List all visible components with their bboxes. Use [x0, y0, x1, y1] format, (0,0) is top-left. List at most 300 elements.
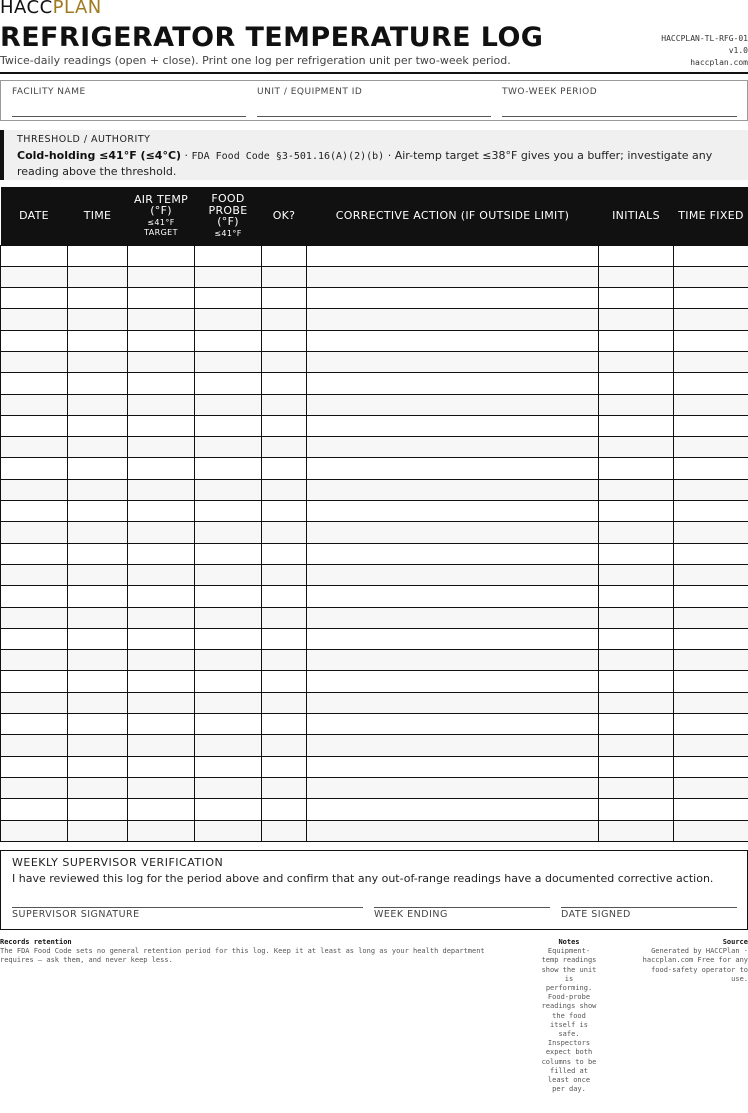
- footer-retention: [0, 938, 510, 966]
- table-row: [1, 777, 748, 798]
- table-row: [1, 373, 748, 394]
- cell-corrective-action[interactable]: [307, 628, 599, 649]
- cell-time[interactable]: [68, 543, 128, 564]
- col-header-time-label: TIME: [83, 209, 112, 222]
- source-text: Generated by HACCPlan · haccplan.com Free for any food-safety operator to use.: [642, 947, 748, 983]
- table-row: [1, 564, 748, 585]
- notes-title: Notes: [558, 938, 580, 946]
- cell-initials[interactable]: [599, 330, 674, 351]
- cell-ok[interactable]: [262, 820, 307, 841]
- source-title: Source: [722, 938, 748, 946]
- table-row: [1, 394, 748, 415]
- table-row: [1, 479, 748, 500]
- cell-time-fixed[interactable]: [674, 266, 748, 287]
- threshold-note: Air-temp target ≤38°F gives you a buffer; investigate any reading above the threshold.: [17, 149, 713, 178]
- retention-title: Records retention: [0, 938, 72, 946]
- cell-corrective-action[interactable]: [307, 330, 599, 351]
- cell-time[interactable]: [68, 586, 128, 607]
- cell-time[interactable]: [68, 501, 128, 522]
- cell-time-fixed[interactable]: [674, 543, 748, 564]
- cell-time-fixed[interactable]: [674, 522, 748, 543]
- facility-name-field[interactable]: [12, 81, 246, 120]
- cell-air-temp[interactable]: [128, 714, 195, 735]
- cell-initials[interactable]: [599, 671, 674, 692]
- cell-air-temp[interactable]: [128, 437, 195, 458]
- table-row: [1, 543, 748, 564]
- cell-ok[interactable]: [262, 288, 307, 309]
- cell-date[interactable]: [1, 586, 68, 607]
- cell-food-probe[interactable]: [195, 330, 262, 351]
- cell-air-temp[interactable]: [128, 522, 195, 543]
- cell-time[interactable]: [68, 437, 128, 458]
- cell-initials[interactable]: [599, 820, 674, 841]
- cell-date[interactable]: [1, 671, 68, 692]
- cell-corrective-action[interactable]: [307, 820, 599, 841]
- cell-time-fixed[interactable]: [674, 415, 748, 436]
- cell-ok[interactable]: [262, 756, 307, 777]
- cell-ok[interactable]: [262, 692, 307, 713]
- cell-date[interactable]: [1, 437, 68, 458]
- cell-corrective-action[interactable]: [307, 373, 599, 394]
- cell-date[interactable]: [1, 415, 68, 436]
- cell-time[interactable]: [68, 714, 128, 735]
- cell-date[interactable]: [1, 735, 68, 756]
- cell-food-probe[interactable]: [195, 756, 262, 777]
- cell-corrective-action[interactable]: [307, 543, 599, 564]
- period-field[interactable]: [502, 81, 737, 120]
- cell-time-fixed[interactable]: [674, 777, 748, 798]
- supervisor-signature-label: SUPERVISOR SIGNATURE: [12, 909, 140, 920]
- cell-time-fixed[interactable]: [674, 756, 748, 777]
- cell-ok[interactable]: [262, 650, 307, 671]
- cell-air-temp[interactable]: [128, 501, 195, 522]
- col-header-corrective-action-label: CORRECTIVE ACTION (IF OUTSIDE LIMIT): [335, 209, 570, 222]
- cell-time[interactable]: [68, 756, 128, 777]
- cell-time[interactable]: [68, 458, 128, 479]
- cell-time-fixed[interactable]: [674, 245, 748, 266]
- cell-initials[interactable]: [599, 607, 674, 628]
- table-row: [1, 671, 748, 692]
- cell-food-probe[interactable]: [195, 671, 262, 692]
- cell-corrective-action[interactable]: [307, 501, 599, 522]
- cell-ok[interactable]: [262, 735, 307, 756]
- cell-date[interactable]: [1, 628, 68, 649]
- cell-initials[interactable]: [599, 415, 674, 436]
- cell-corrective-action[interactable]: [307, 437, 599, 458]
- cell-date[interactable]: [1, 394, 68, 415]
- cell-corrective-action[interactable]: [307, 714, 599, 735]
- cell-air-temp[interactable]: [128, 373, 195, 394]
- cell-ok[interactable]: [262, 394, 307, 415]
- table-row: [1, 756, 748, 777]
- cell-air-temp[interactable]: [128, 394, 195, 415]
- cell-time-fixed[interactable]: [674, 479, 748, 500]
- cell-initials[interactable]: [599, 735, 674, 756]
- cell-ok[interactable]: [262, 671, 307, 692]
- cell-date[interactable]: [1, 692, 68, 713]
- cell-initials[interactable]: [599, 777, 674, 798]
- col-header-ok-label: OK?: [272, 209, 296, 222]
- cell-initials[interactable]: [599, 309, 674, 330]
- table-row: [1, 628, 748, 649]
- cell-ok[interactable]: [262, 628, 307, 649]
- cell-initials[interactable]: [599, 479, 674, 500]
- cell-time[interactable]: [68, 415, 128, 436]
- cell-date[interactable]: [1, 330, 68, 351]
- facility-name-label: FACILITY NAME: [12, 87, 86, 97]
- cell-time[interactable]: [68, 564, 128, 585]
- cell-ok[interactable]: [262, 777, 307, 798]
- cell-food-probe[interactable]: [195, 479, 262, 500]
- cell-ok[interactable]: [262, 607, 307, 628]
- cell-initials[interactable]: [599, 394, 674, 415]
- col-header-date-label: DATE: [19, 209, 49, 222]
- cell-food-probe[interactable]: [195, 564, 262, 585]
- cell-corrective-action[interactable]: [307, 650, 599, 671]
- cell-time[interactable]: [68, 351, 128, 372]
- cell-food-probe[interactable]: [195, 692, 262, 713]
- cell-time[interactable]: [68, 799, 128, 820]
- cell-time-fixed[interactable]: [674, 330, 748, 351]
- cell-corrective-action[interactable]: [307, 671, 599, 692]
- cell-time-fixed[interactable]: [674, 564, 748, 585]
- date-signed-label: DATE SIGNED: [561, 909, 631, 920]
- cell-ok[interactable]: [262, 415, 307, 436]
- cell-time-fixed[interactable]: [674, 628, 748, 649]
- week-ending-line[interactable]: [374, 907, 550, 908]
- period-label: TWO-WEEK PERIOD: [502, 87, 598, 97]
- cell-time-fixed[interactable]: [674, 437, 748, 458]
- cell-air-temp[interactable]: [128, 266, 195, 287]
- cell-corrective-action[interactable]: [307, 777, 599, 798]
- cell-ok[interactable]: [262, 586, 307, 607]
- cell-ok[interactable]: [262, 522, 307, 543]
- cell-initials[interactable]: [599, 628, 674, 649]
- cell-initials[interactable]: [599, 501, 674, 522]
- cell-corrective-action[interactable]: [307, 799, 599, 820]
- cell-time-fixed[interactable]: [674, 309, 748, 330]
- cell-ok[interactable]: [262, 351, 307, 372]
- cell-initials[interactable]: [599, 245, 674, 266]
- page-subtitle: Twice-daily readings (open + close). Print one log per refrigeration unit per two-week period.: [0, 54, 511, 67]
- identification-box: [0, 80, 748, 121]
- cell-food-probe[interactable]: [195, 415, 262, 436]
- cell-time[interactable]: [68, 692, 128, 713]
- cell-corrective-action[interactable]: [307, 607, 599, 628]
- facility-name-line: [12, 116, 246, 117]
- cell-date[interactable]: [1, 266, 68, 287]
- cell-initials[interactable]: [599, 522, 674, 543]
- cell-corrective-action[interactable]: [307, 692, 599, 713]
- col-header-initials: [599, 187, 674, 245]
- cell-time-fixed[interactable]: [674, 458, 748, 479]
- cell-air-temp[interactable]: [128, 543, 195, 564]
- cell-air-temp[interactable]: [128, 777, 195, 798]
- threshold-callout: [0, 130, 748, 180]
- doc-code: HACCPLAN-TL-RFG-01: [661, 34, 748, 43]
- cell-corrective-action[interactable]: [307, 288, 599, 309]
- header-rule: [0, 72, 748, 74]
- threshold-authority: FDA Food Code §3-501.16(A)(2)(b): [191, 151, 385, 162]
- cell-time[interactable]: [68, 309, 128, 330]
- cell-food-probe[interactable]: [195, 820, 262, 841]
- cell-date[interactable]: [1, 245, 68, 266]
- unit-id-field[interactable]: [257, 81, 491, 120]
- cell-time[interactable]: [68, 288, 128, 309]
- cell-time[interactable]: [68, 522, 128, 543]
- col-header-time-fixed: [674, 187, 748, 245]
- table-row: [1, 330, 748, 351]
- cell-date[interactable]: [1, 288, 68, 309]
- doc-website: haccplan.com: [690, 58, 748, 67]
- cell-initials[interactable]: [599, 351, 674, 372]
- cell-initials[interactable]: [599, 373, 674, 394]
- cell-corrective-action[interactable]: [307, 522, 599, 543]
- cell-initials[interactable]: [599, 799, 674, 820]
- cell-date[interactable]: [1, 373, 68, 394]
- cell-corrective-action[interactable]: [307, 586, 599, 607]
- unit-id-line: [257, 116, 491, 117]
- cell-food-probe[interactable]: [195, 628, 262, 649]
- footer-source: [632, 938, 748, 984]
- cell-time-fixed[interactable]: [674, 394, 748, 415]
- cell-food-probe[interactable]: [195, 714, 262, 735]
- col-header-air-temp-target: ≤41°F TARGET: [144, 217, 178, 237]
- cell-food-probe[interactable]: [195, 288, 262, 309]
- cell-corrective-action[interactable]: [307, 756, 599, 777]
- cell-date[interactable]: [1, 543, 68, 564]
- cell-initials[interactable]: [599, 543, 674, 564]
- cell-air-temp[interactable]: [128, 671, 195, 692]
- cell-time-fixed[interactable]: [674, 650, 748, 671]
- cell-date[interactable]: [1, 501, 68, 522]
- period-line: [502, 116, 737, 117]
- cell-ok[interactable]: [262, 266, 307, 287]
- table-row: [1, 692, 748, 713]
- cell-air-temp[interactable]: [128, 309, 195, 330]
- cell-food-probe[interactable]: [195, 245, 262, 266]
- cell-air-temp[interactable]: [128, 479, 195, 500]
- cell-initials[interactable]: [599, 437, 674, 458]
- table-row: [1, 820, 748, 841]
- cell-food-probe[interactable]: [195, 543, 262, 564]
- cell-air-temp[interactable]: [128, 288, 195, 309]
- cell-initials[interactable]: [599, 586, 674, 607]
- threshold-separator-1: ·: [181, 149, 192, 162]
- cell-date[interactable]: [1, 756, 68, 777]
- cell-time[interactable]: [68, 777, 128, 798]
- cell-ok[interactable]: [262, 373, 307, 394]
- cell-air-temp[interactable]: [128, 330, 195, 351]
- cell-ok[interactable]: [262, 479, 307, 500]
- cell-ok[interactable]: [262, 799, 307, 820]
- cell-corrective-action[interactable]: [307, 458, 599, 479]
- cell-time-fixed[interactable]: [674, 288, 748, 309]
- cell-time-fixed[interactable]: [674, 586, 748, 607]
- cell-initials[interactable]: [599, 288, 674, 309]
- cell-air-temp[interactable]: [128, 799, 195, 820]
- cell-food-probe[interactable]: [195, 266, 262, 287]
- cell-initials[interactable]: [599, 692, 674, 713]
- cell-time[interactable]: [68, 373, 128, 394]
- cell-time-fixed[interactable]: [674, 607, 748, 628]
- unit-id-label: UNIT / EQUIPMENT ID: [257, 87, 363, 97]
- temperature-log-table: [0, 187, 748, 842]
- col-header-food-probe-limit: ≤41°F: [214, 228, 242, 238]
- cell-food-probe[interactable]: [195, 799, 262, 820]
- cell-date[interactable]: [1, 564, 68, 585]
- cell-food-probe[interactable]: [195, 586, 262, 607]
- cell-corrective-action[interactable]: [307, 245, 599, 266]
- cell-air-temp[interactable]: [128, 245, 195, 266]
- cell-time[interactable]: [68, 650, 128, 671]
- col-header-time-fixed-label: TIME FIXED: [678, 209, 744, 222]
- cell-initials[interactable]: [599, 266, 674, 287]
- table-row: [1, 650, 748, 671]
- table-row: [1, 415, 748, 436]
- cell-date[interactable]: [1, 479, 68, 500]
- cell-time-fixed[interactable]: [674, 692, 748, 713]
- cell-date[interactable]: [1, 820, 68, 841]
- cell-date[interactable]: [1, 799, 68, 820]
- cell-corrective-action[interactable]: [307, 479, 599, 500]
- cell-time-fixed[interactable]: [674, 351, 748, 372]
- cell-initials[interactable]: [599, 458, 674, 479]
- cell-date[interactable]: [1, 777, 68, 798]
- cell-corrective-action[interactable]: [307, 415, 599, 436]
- cell-food-probe[interactable]: [195, 351, 262, 372]
- cell-air-temp[interactable]: [128, 458, 195, 479]
- cell-food-probe[interactable]: [195, 607, 262, 628]
- cell-ok[interactable]: [262, 714, 307, 735]
- table-row: [1, 735, 748, 756]
- verification-statement: I have reviewed this log for the period above and confirm that any out-of-range readings have a documented corrective action.: [12, 872, 714, 885]
- cell-time-fixed[interactable]: [674, 373, 748, 394]
- supervisor-verification: [0, 850, 748, 930]
- cell-corrective-action[interactable]: [307, 735, 599, 756]
- cell-air-temp[interactable]: [128, 607, 195, 628]
- cell-food-probe[interactable]: [195, 777, 262, 798]
- cell-date[interactable]: [1, 351, 68, 372]
- cell-ok[interactable]: [262, 437, 307, 458]
- brand-name-part1: HACC: [0, 0, 53, 18]
- cell-time[interactable]: [68, 607, 128, 628]
- cell-air-temp[interactable]: [128, 735, 195, 756]
- cell-ok[interactable]: [262, 309, 307, 330]
- brand-logo: [0, 0, 102, 18]
- log-table-body: [1, 245, 748, 841]
- cell-ok[interactable]: [262, 330, 307, 351]
- cell-initials[interactable]: [599, 650, 674, 671]
- cell-food-probe[interactable]: [195, 501, 262, 522]
- table-row: [1, 607, 748, 628]
- cell-time[interactable]: [68, 394, 128, 415]
- cell-time-fixed[interactable]: [674, 735, 748, 756]
- cell-date[interactable]: [1, 309, 68, 330]
- cell-time[interactable]: [68, 735, 128, 756]
- col-header-time: [68, 187, 128, 245]
- cell-corrective-action[interactable]: [307, 309, 599, 330]
- cell-ok[interactable]: [262, 501, 307, 522]
- cell-initials[interactable]: [599, 756, 674, 777]
- table-row: [1, 458, 748, 479]
- cell-time-fixed[interactable]: [674, 671, 748, 692]
- cell-ok[interactable]: [262, 543, 307, 564]
- cell-air-temp[interactable]: [128, 351, 195, 372]
- cell-air-temp[interactable]: [128, 692, 195, 713]
- cell-corrective-action[interactable]: [307, 351, 599, 372]
- cell-time[interactable]: [68, 671, 128, 692]
- table-row: [1, 288, 748, 309]
- supervisor-signature-line[interactable]: [12, 907, 363, 908]
- date-signed-line[interactable]: [561, 907, 737, 908]
- cell-time[interactable]: [68, 479, 128, 500]
- cell-date[interactable]: [1, 650, 68, 671]
- table-row: [1, 714, 748, 735]
- cell-air-temp[interactable]: [128, 628, 195, 649]
- cell-time[interactable]: [68, 266, 128, 287]
- col-header-food-probe: [195, 187, 262, 245]
- cell-time[interactable]: [68, 330, 128, 351]
- footer-notes: [540, 938, 598, 1094]
- threshold-label: THRESHOLD / AUTHORITY: [17, 134, 151, 145]
- cell-food-probe[interactable]: [195, 309, 262, 330]
- cell-time-fixed[interactable]: [674, 799, 748, 820]
- cell-air-temp[interactable]: [128, 650, 195, 671]
- cell-date[interactable]: [1, 714, 68, 735]
- table-row: [1, 266, 748, 287]
- cell-air-temp[interactable]: [128, 564, 195, 585]
- cell-date[interactable]: [1, 522, 68, 543]
- cell-date[interactable]: [1, 607, 68, 628]
- cell-initials[interactable]: [599, 564, 674, 585]
- cell-time-fixed[interactable]: [674, 501, 748, 522]
- cell-food-probe[interactable]: [195, 394, 262, 415]
- cell-ok[interactable]: [262, 245, 307, 266]
- cell-time[interactable]: [68, 245, 128, 266]
- cell-food-probe[interactable]: [195, 373, 262, 394]
- cell-ok[interactable]: [262, 564, 307, 585]
- cell-time[interactable]: [68, 820, 128, 841]
- cell-food-probe[interactable]: [195, 522, 262, 543]
- cell-date[interactable]: [1, 458, 68, 479]
- cell-air-temp[interactable]: [128, 820, 195, 841]
- cell-air-temp[interactable]: [128, 756, 195, 777]
- cell-ok[interactable]: [262, 458, 307, 479]
- cell-food-probe[interactable]: [195, 458, 262, 479]
- col-header-corrective-action: [307, 187, 599, 245]
- cell-time[interactable]: [68, 628, 128, 649]
- table-row: [1, 437, 748, 458]
- cell-air-temp[interactable]: [128, 415, 195, 436]
- cell-time-fixed[interactable]: [674, 714, 748, 735]
- col-header-air-temp-label: AIR TEMP (°F): [133, 192, 189, 218]
- col-header-food-probe-label: FOOD PROBE (°F): [208, 192, 248, 228]
- threshold-text: [17, 148, 717, 179]
- cell-food-probe[interactable]: [195, 650, 262, 671]
- table-row: [1, 586, 748, 607]
- cell-food-probe[interactable]: [195, 437, 262, 458]
- cell-corrective-action[interactable]: [307, 564, 599, 585]
- cell-air-temp[interactable]: [128, 586, 195, 607]
- page-title: REFRIGERATOR TEMPERATURE LOG: [0, 22, 544, 53]
- cell-time-fixed[interactable]: [674, 820, 748, 841]
- cell-initials[interactable]: [599, 714, 674, 735]
- cell-food-probe[interactable]: [195, 735, 262, 756]
- col-header-date: [1, 187, 68, 245]
- cell-corrective-action[interactable]: [307, 394, 599, 415]
- cell-corrective-action[interactable]: [307, 266, 599, 287]
